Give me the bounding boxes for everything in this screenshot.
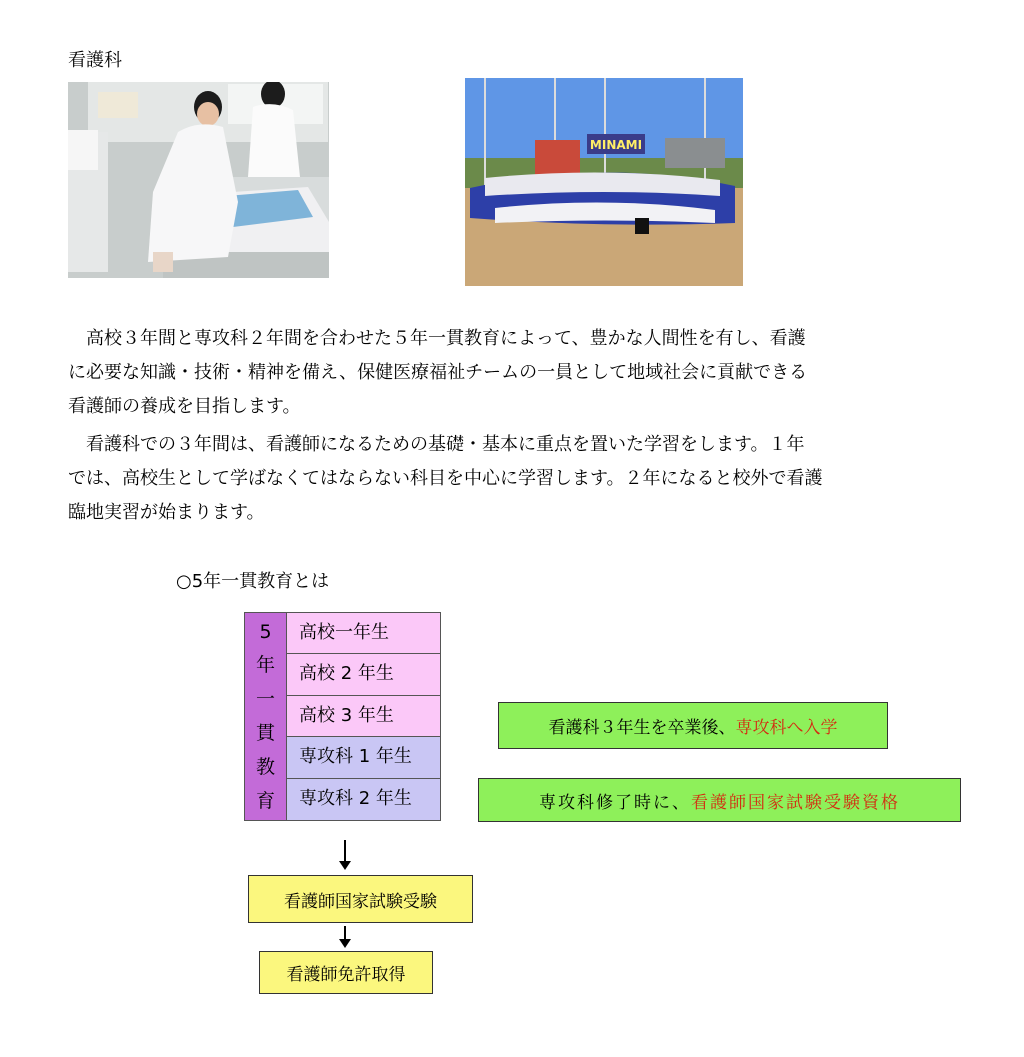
- program-row-sp1: 専攻科 1 年生: [287, 737, 440, 778]
- label-char: 貫: [255, 721, 275, 744]
- nursing-practice-photo: [68, 82, 329, 278]
- down-arrow-icon: [344, 840, 346, 862]
- paragraph-line: 看護科での３年間は、看護師になるための基礎・基本に重点を置いた学習をします。１年: [68, 434, 805, 455]
- program-row-hs3: 高校 3 年生: [287, 696, 440, 737]
- section-title: ○5年一貫教育とは: [176, 571, 330, 592]
- program-row-sp2: 専攻科 2 年生: [287, 779, 440, 820]
- note-highlight: 専攻科へ入学: [735, 718, 838, 738]
- intro-paragraph-1: [68, 322, 898, 424]
- paragraph-line: では、高校生として学ばなくてはならない科目を中心に学習します。２年になると校外で看護: [68, 468, 823, 489]
- program-row-hs1: 高校一年生: [287, 613, 440, 654]
- program-row-hs2: 高校 2 年生: [287, 654, 440, 695]
- paragraph-line: 臨地実習が始まります。: [68, 502, 265, 523]
- flow-step-exam: 看護師国家試験受験: [248, 875, 473, 923]
- label-char: 育: [255, 789, 275, 812]
- program-year-rows: [287, 613, 440, 820]
- page-heading: 看護科: [68, 50, 122, 71]
- label-char: 一: [255, 687, 275, 710]
- program-label-column: [245, 613, 287, 820]
- photo-banner-text: MINAMI: [589, 138, 643, 152]
- label-char: 年: [255, 653, 275, 676]
- label-char: 教: [255, 755, 275, 778]
- flow-step-license: 看護師免許取得: [259, 951, 433, 994]
- five-year-program-chart: [244, 612, 441, 821]
- note-graduation: [498, 702, 888, 749]
- note-text: 専攻科修了時に、: [539, 792, 691, 813]
- paragraph-line: 看護師の養成を目指します。: [68, 396, 301, 417]
- down-arrow-icon: [344, 926, 346, 940]
- paragraph-line: に必要な知識・技術・精神を備え、保健医療福祉チームの一員として地域社会に貢献できる: [68, 362, 808, 383]
- paragraph-line: 高校３年間と専攻科２年間を合わせた５年一貫教育によって、豊かな人間性を有し、看護: [68, 328, 806, 349]
- note-text: 看護科３年生を卒業後、: [548, 718, 736, 738]
- intro-paragraph-2: [68, 428, 898, 530]
- label-char: 5: [259, 620, 272, 643]
- sports-field-group-photo: [465, 78, 743, 286]
- note-qualification: [478, 778, 961, 822]
- note-highlight: 看護師国家試験受験資格: [691, 792, 900, 813]
